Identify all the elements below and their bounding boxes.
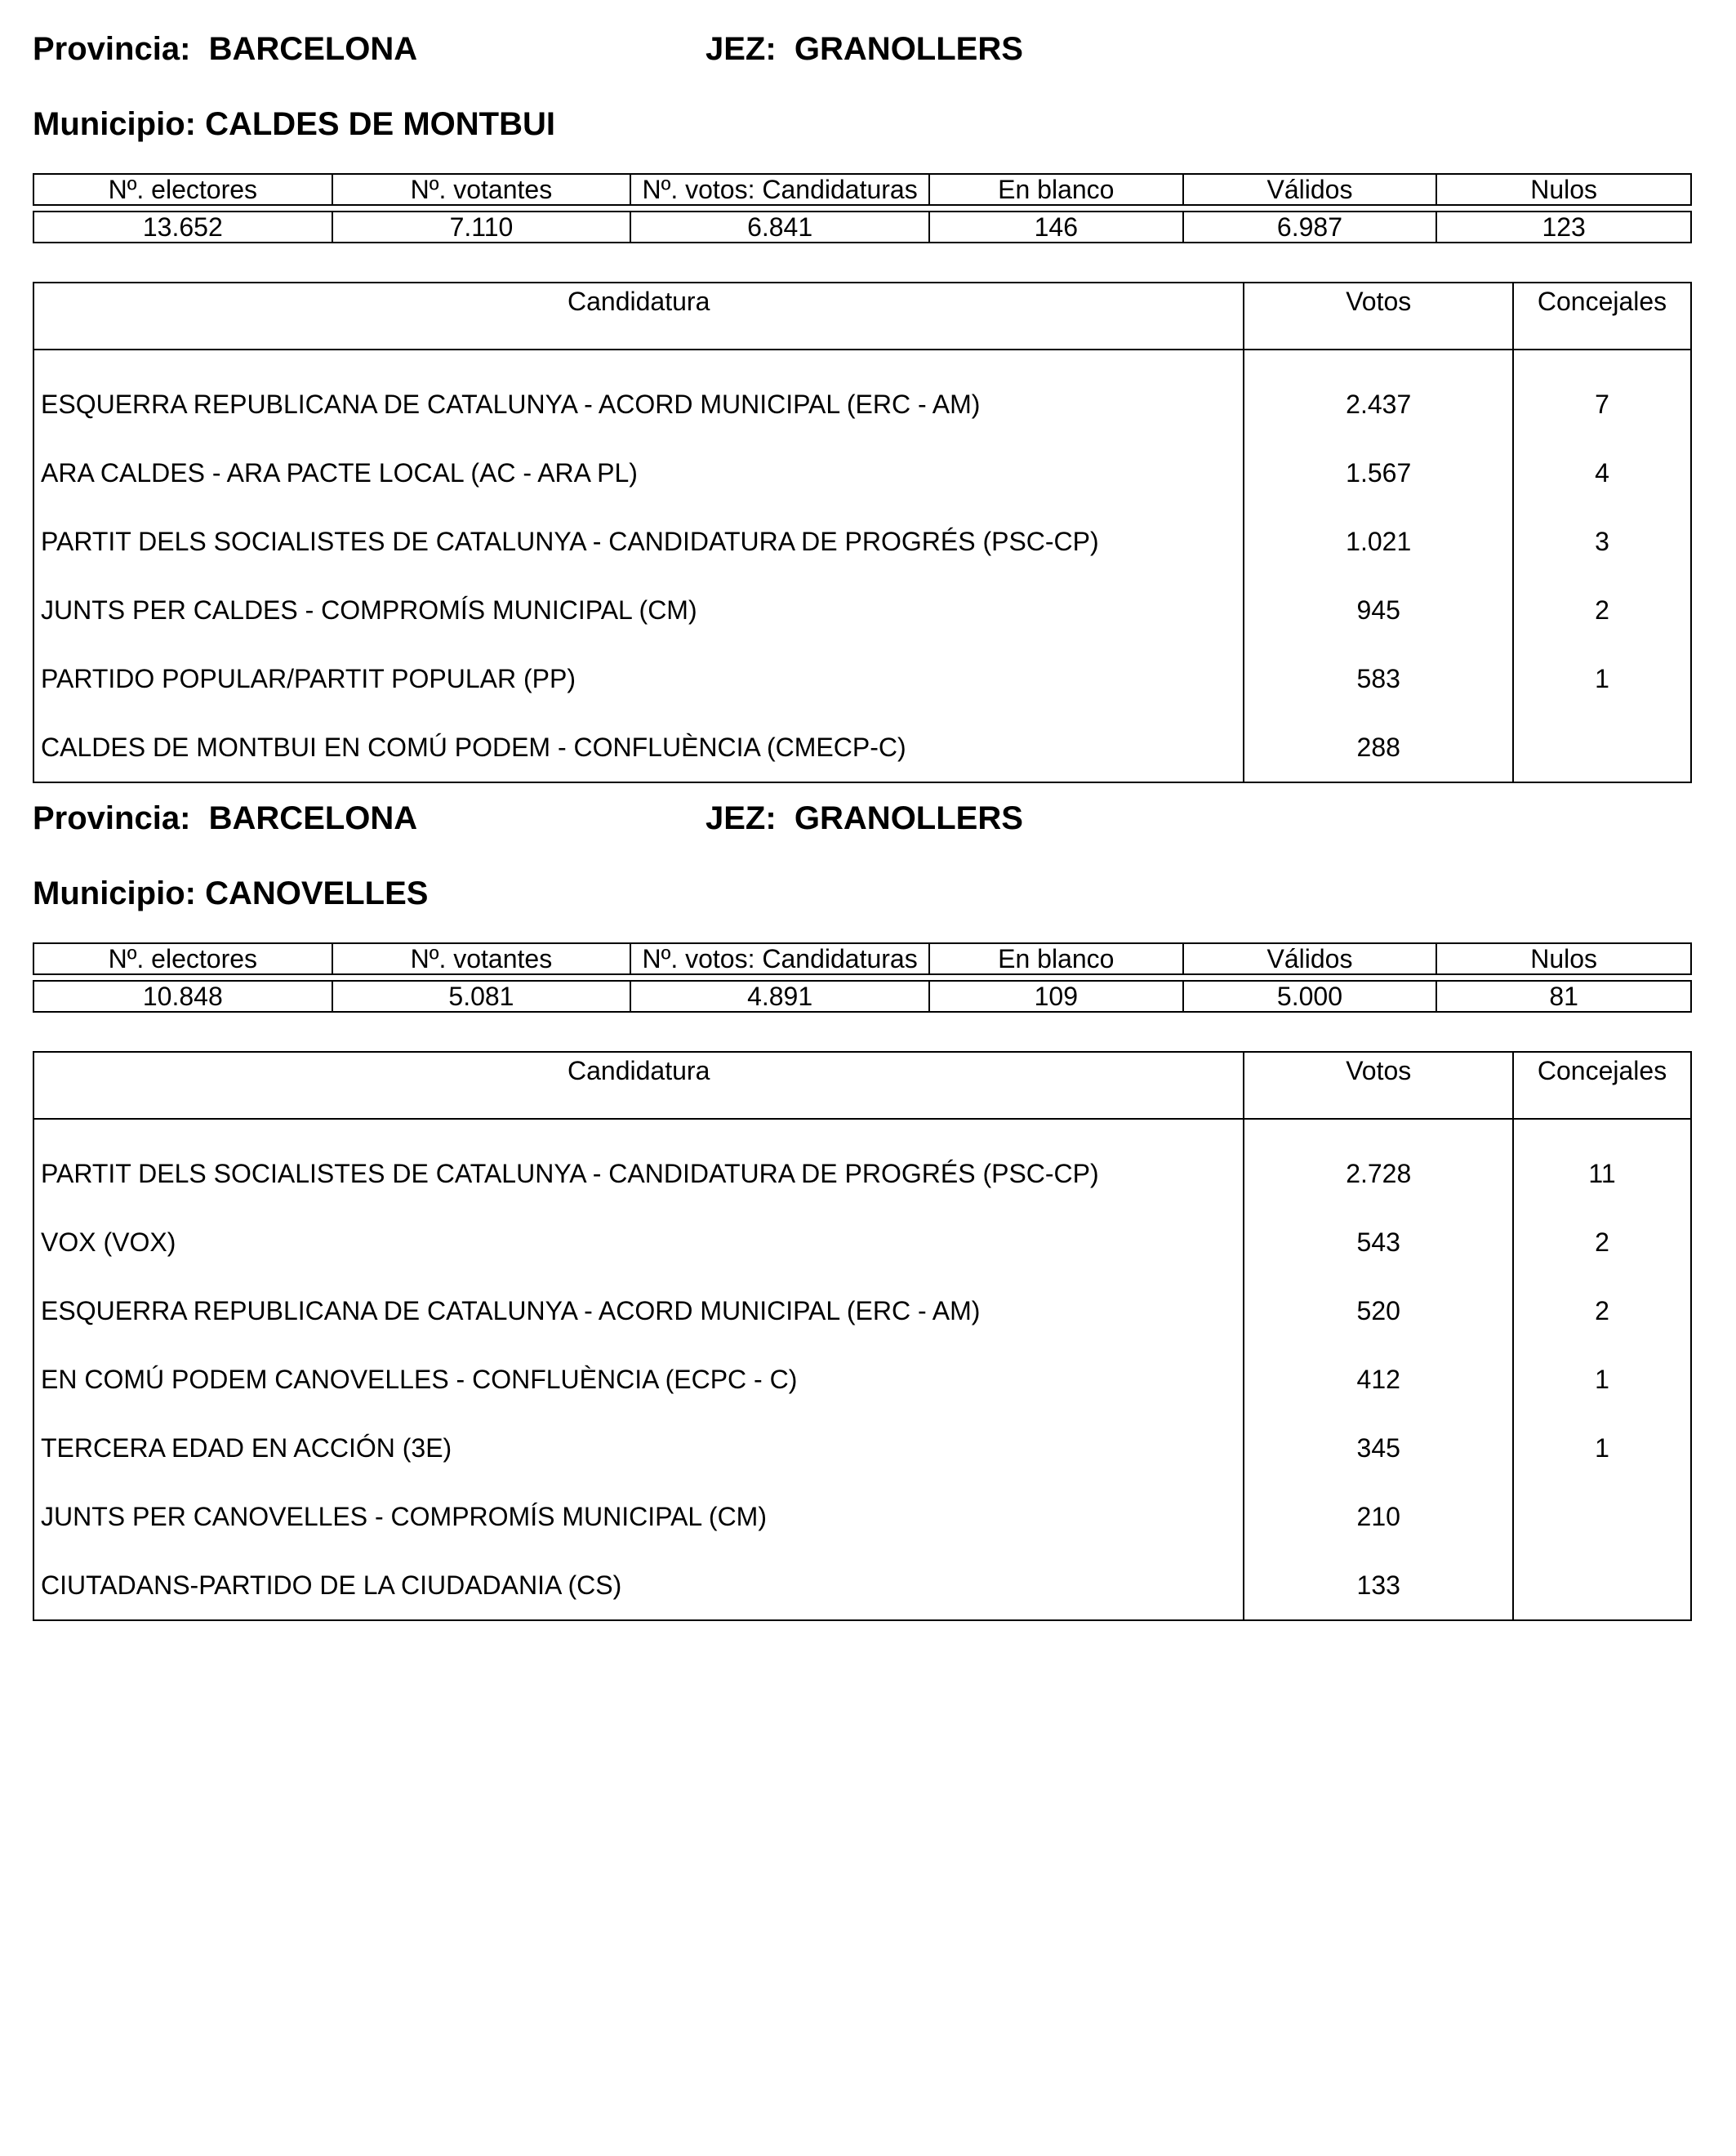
candidate-seats: 1 bbox=[1595, 663, 1609, 693]
candidate-seats: 7 bbox=[1595, 389, 1609, 419]
municipio-line bbox=[33, 874, 428, 913]
stats-value-cell: 5.000 bbox=[1183, 981, 1437, 1012]
municipio-label: Municipio: bbox=[33, 106, 196, 142]
provincia-line bbox=[33, 29, 417, 69]
candidate-row bbox=[33, 1208, 1691, 1276]
votos-header: Votos bbox=[1244, 1052, 1513, 1119]
candidatura-header: Candidatura bbox=[33, 1052, 1244, 1119]
stats-value-row bbox=[33, 981, 1691, 1012]
candidate-votes: 210 bbox=[1244, 1482, 1513, 1551]
stats-table bbox=[33, 173, 1692, 243]
stats-header-row bbox=[33, 174, 1691, 205]
candidate-votes: 2.437 bbox=[1244, 370, 1513, 439]
jez-label: JEZ: bbox=[706, 31, 777, 67]
candidate-votes: 133 bbox=[1244, 1551, 1513, 1620]
candidate-name: PARTIDO POPULAR/PARTIT POPULAR (PP) bbox=[33, 644, 1244, 713]
candidate-votes: 345 bbox=[1244, 1414, 1513, 1482]
stats-value-cell: 7.110 bbox=[332, 212, 631, 243]
municipio-value: CANOVELLES bbox=[205, 875, 429, 911]
stats-value-cell: 123 bbox=[1436, 212, 1691, 243]
votos-header: Votos bbox=[1244, 283, 1513, 350]
stats-header-cell: En blanco bbox=[929, 943, 1183, 974]
candidate-name: ESQUERRA REPUBLICANA DE CATALUNYA - ACORD MUNICIPAL (ERC - AM) bbox=[33, 370, 1244, 439]
candidate-name: ARA CALDES - ARA PACTE LOCAL (AC - ARA PL) bbox=[33, 439, 1244, 507]
candidate-row bbox=[33, 507, 1691, 576]
stats-table bbox=[33, 942, 1692, 1013]
stats-header-cell: Válidos bbox=[1183, 174, 1437, 205]
stats-header-cell: Nº. electores bbox=[33, 943, 332, 974]
candidate-seats: 4 bbox=[1595, 457, 1609, 488]
candidate-row bbox=[33, 1551, 1691, 1620]
candidate-name: ESQUERRA REPUBLICANA DE CATALUNYA - ACORD MUNICIPAL (ERC - AM) bbox=[33, 1276, 1244, 1345]
candidate-row bbox=[33, 713, 1691, 782]
municipio-value: CALDES DE MONTBUI bbox=[205, 106, 555, 142]
stats-header-cell: Válidos bbox=[1183, 943, 1437, 974]
candidatura-header: Candidatura bbox=[33, 283, 1244, 350]
candidate-name: JUNTS PER CANOVELLES - COMPROMÍS MUNICIPAL (CM) bbox=[33, 1482, 1244, 1551]
candidate-seats: 2 bbox=[1595, 595, 1609, 625]
stats-value-cell: 81 bbox=[1436, 981, 1691, 1012]
stats-header-cell: Nulos bbox=[1436, 174, 1691, 205]
provincia-label: Provincia: bbox=[33, 800, 191, 836]
candidate-name: VOX (VOX) bbox=[33, 1208, 1244, 1276]
stats-value-cell: 4.891 bbox=[630, 981, 929, 1012]
stats-value-cell: 5.081 bbox=[332, 981, 631, 1012]
candidate-name: CALDES DE MONTBUI EN COMÚ PODEM - CONFLUÈNCIA (CMECP-C) bbox=[33, 713, 1244, 782]
candidate-seats: 3 bbox=[1595, 526, 1609, 556]
candidates-table bbox=[33, 282, 1692, 783]
jez-value: GRANOLLERS bbox=[794, 31, 1023, 67]
candidate-row bbox=[33, 439, 1691, 507]
candidate-votes: 1.567 bbox=[1244, 439, 1513, 507]
stats-header-row bbox=[33, 943, 1691, 974]
candidate-votes: 543 bbox=[1244, 1208, 1513, 1276]
stats-value-cell: 13.652 bbox=[33, 212, 332, 243]
stats-header-cell: Nº. votos: Candidaturas bbox=[630, 174, 929, 205]
municipio-label: Municipio: bbox=[33, 875, 196, 911]
candidate-seats bbox=[1513, 713, 1691, 782]
candidates-header-row bbox=[33, 283, 1691, 350]
candidate-name: TERCERA EDAD EN ACCIÓN (3E) bbox=[33, 1414, 1244, 1482]
candidate-votes: 1.021 bbox=[1244, 507, 1513, 576]
candidates-body bbox=[33, 350, 1691, 782]
candidate-seats bbox=[1513, 1482, 1691, 1551]
candidates-header-row bbox=[33, 1052, 1691, 1119]
candidate-votes: 2.728 bbox=[1244, 1139, 1513, 1208]
candidates-table bbox=[33, 1051, 1692, 1621]
stats-header-cell: Nº. votantes bbox=[332, 174, 631, 205]
candidate-votes: 412 bbox=[1244, 1345, 1513, 1414]
candidate-votes: 288 bbox=[1244, 713, 1513, 782]
jez-line bbox=[706, 29, 1023, 69]
jez-line bbox=[706, 799, 1023, 838]
candidate-seats: 1 bbox=[1595, 1432, 1609, 1463]
municipio-line bbox=[33, 105, 555, 144]
candidate-seats: 11 bbox=[1588, 1158, 1616, 1188]
candidate-name: EN COMÚ PODEM CANOVELLES - CONFLUÈNCIA (ECPC - C) bbox=[33, 1345, 1244, 1414]
jez-value: GRANOLLERS bbox=[794, 800, 1023, 836]
candidate-seats bbox=[1513, 1551, 1691, 1620]
candidate-row bbox=[33, 644, 1691, 713]
candidate-votes: 945 bbox=[1244, 576, 1513, 644]
provincia-line bbox=[33, 799, 417, 838]
stats-header-cell: Nº. votantes bbox=[332, 943, 631, 974]
stats-value-cell: 10.848 bbox=[33, 981, 332, 1012]
candidate-row bbox=[33, 1345, 1691, 1414]
stats-header-cell: Nº. electores bbox=[33, 174, 332, 205]
stats-value-cell: 109 bbox=[929, 981, 1183, 1012]
stats-value-cell: 6.987 bbox=[1183, 212, 1437, 243]
candidate-seats: 2 bbox=[1595, 1295, 1609, 1325]
concejales-header: Concejales bbox=[1513, 283, 1691, 350]
stats-value-row bbox=[33, 212, 1691, 243]
stats-header-cell: En blanco bbox=[929, 174, 1183, 205]
candidates-body bbox=[33, 1119, 1691, 1620]
stats-header-cell: Nulos bbox=[1436, 943, 1691, 974]
candidate-row bbox=[33, 576, 1691, 644]
candidate-votes: 583 bbox=[1244, 644, 1513, 713]
stats-value-cell: 6.841 bbox=[630, 212, 929, 243]
provincia-value: BARCELONA bbox=[208, 31, 418, 67]
candidate-name: JUNTS PER CALDES - COMPROMÍS MUNICIPAL (CM) bbox=[33, 576, 1244, 644]
candidate-row bbox=[33, 370, 1691, 439]
jez-label: JEZ: bbox=[706, 800, 777, 836]
candidate-name: PARTIT DELS SOCIALISTES DE CATALUNYA - CANDIDATURA DE PROGRÉS (PSC-CP) bbox=[33, 507, 1244, 576]
candidate-seats: 2 bbox=[1595, 1227, 1609, 1257]
provincia-label: Provincia: bbox=[33, 31, 191, 67]
candidate-row bbox=[33, 1414, 1691, 1482]
candidate-row bbox=[33, 1139, 1691, 1208]
stats-value-cell: 146 bbox=[929, 212, 1183, 243]
stats-header-cell: Nº. votos: Candidaturas bbox=[630, 943, 929, 974]
provincia-value: BARCELONA bbox=[208, 800, 418, 836]
concejales-header: Concejales bbox=[1513, 1052, 1691, 1119]
candidate-row bbox=[33, 1482, 1691, 1551]
candidate-name: PARTIT DELS SOCIALISTES DE CATALUNYA - CANDIDATURA DE PROGRÉS (PSC-CP) bbox=[33, 1139, 1244, 1208]
candidate-row bbox=[33, 1276, 1691, 1345]
candidate-votes: 520 bbox=[1244, 1276, 1513, 1345]
candidate-seats: 1 bbox=[1595, 1364, 1609, 1394]
candidate-name: CIUTADANS-PARTIDO DE LA CIUDADANIA (CS) bbox=[33, 1551, 1244, 1620]
